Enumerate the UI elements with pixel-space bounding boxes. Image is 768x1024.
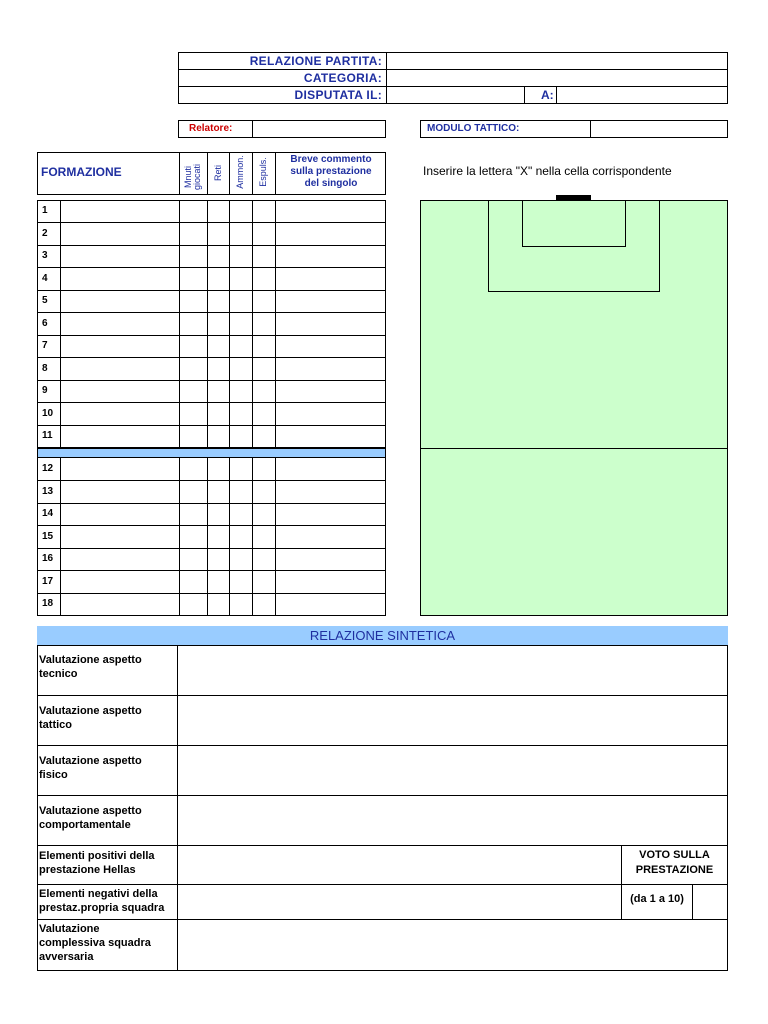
disputata-label: DISPUTATA IL: xyxy=(179,87,387,103)
formazione-row xyxy=(37,268,386,291)
categoria-row xyxy=(178,69,728,87)
formazione-row xyxy=(37,571,386,594)
col-espuls-header: Espuls. xyxy=(258,157,268,187)
voto-range: (da 1 a 10) xyxy=(630,893,684,905)
row-number: 5 xyxy=(42,295,48,306)
col-ammon-header: Ammon. xyxy=(235,155,245,189)
row-number: 18 xyxy=(42,598,54,609)
formazione-row xyxy=(37,526,386,549)
row-number: 7 xyxy=(42,340,48,351)
formazione-row xyxy=(37,313,386,336)
sintetica-label: Elementi positivi della prestazione Hellas xyxy=(37,846,178,884)
row-number: 15 xyxy=(42,530,54,542)
formazione-row xyxy=(37,403,386,426)
formazione-row xyxy=(37,548,386,571)
sintetica-title: RELAZIONE SINTETICA xyxy=(37,626,728,645)
row-number: 17 xyxy=(42,575,54,587)
row-number: 12 xyxy=(42,463,54,474)
row-number: 2 xyxy=(42,227,48,239)
formazione-row xyxy=(37,593,386,616)
instruction-text: Inserire la lettera "X" nella cella corrispondente xyxy=(423,164,672,178)
formazione-row xyxy=(37,358,386,381)
formazione-row xyxy=(37,481,386,504)
sintetica-row-tattico xyxy=(37,696,728,746)
modulo-tattico-box xyxy=(420,120,728,138)
col-minuti-header: Mnuti giocati xyxy=(183,164,202,191)
formazione-row xyxy=(37,458,386,481)
row-number: 4 xyxy=(42,272,48,284)
sintetica-row-complessiva xyxy=(37,920,728,971)
col-commento-header: Breve commento sulla prestazione del singolo xyxy=(290,154,372,189)
goal-area xyxy=(522,200,626,247)
row-number: 6 xyxy=(42,317,48,329)
formazione-row xyxy=(37,200,386,223)
formazione-row xyxy=(37,223,386,246)
row-number: 9 xyxy=(42,385,48,396)
sintetica-label: Valutazione complessiva squadra avversaria xyxy=(37,920,178,970)
categoria-label: CATEGORIA: xyxy=(179,70,387,86)
col-reti-header: Reti xyxy=(213,165,223,182)
formazione-row xyxy=(37,245,386,268)
formazione-row xyxy=(37,335,386,358)
formazione-title: FORMAZIONE xyxy=(41,165,122,179)
formazione-row xyxy=(37,503,386,526)
row-number: 13 xyxy=(42,485,54,497)
sintetica-label: Valutazione aspetto fisico xyxy=(37,746,178,795)
halfway-line xyxy=(421,448,727,449)
row-number: 11 xyxy=(42,430,53,441)
disputata-row xyxy=(178,86,728,104)
row-number: 10 xyxy=(42,407,54,419)
row-number: 1 xyxy=(42,205,48,216)
sintetica-row-comportamentale xyxy=(37,796,728,846)
relatore-label: Relatore: xyxy=(179,121,253,137)
relazione-partita-label: RELAZIONE PARTITA: xyxy=(179,53,387,69)
sintetica-row-fisico xyxy=(37,746,728,796)
row-number: 3 xyxy=(42,250,48,261)
formazione-row xyxy=(37,380,386,403)
row-number: 8 xyxy=(42,362,48,374)
formazione-row xyxy=(37,425,386,448)
row-number: 16 xyxy=(42,553,54,564)
separator-band xyxy=(37,448,386,458)
sintetica-label: Valutazione aspetto tecnico xyxy=(37,645,178,695)
modulo-tattico-label: MODULO TATTICO: xyxy=(421,121,591,137)
relazione-partita-row xyxy=(178,52,728,70)
sintetica-row-tecnico xyxy=(37,645,728,696)
sintetica-label: Valutazione aspetto comportamentale xyxy=(37,796,178,845)
row-number: 14 xyxy=(42,508,54,519)
formazione-header xyxy=(37,152,386,195)
formazione-row xyxy=(37,290,386,313)
sintetica-label: Elementi negativi della prestaz.propria squadra xyxy=(37,884,178,919)
relatore-box xyxy=(178,120,386,138)
sintetica-label: Valutazione aspetto tattico xyxy=(37,696,178,745)
voto-label: VOTO SULLA PRESTAZIONE xyxy=(635,849,714,876)
football-pitch xyxy=(420,200,728,616)
a-label: A: xyxy=(541,88,554,102)
